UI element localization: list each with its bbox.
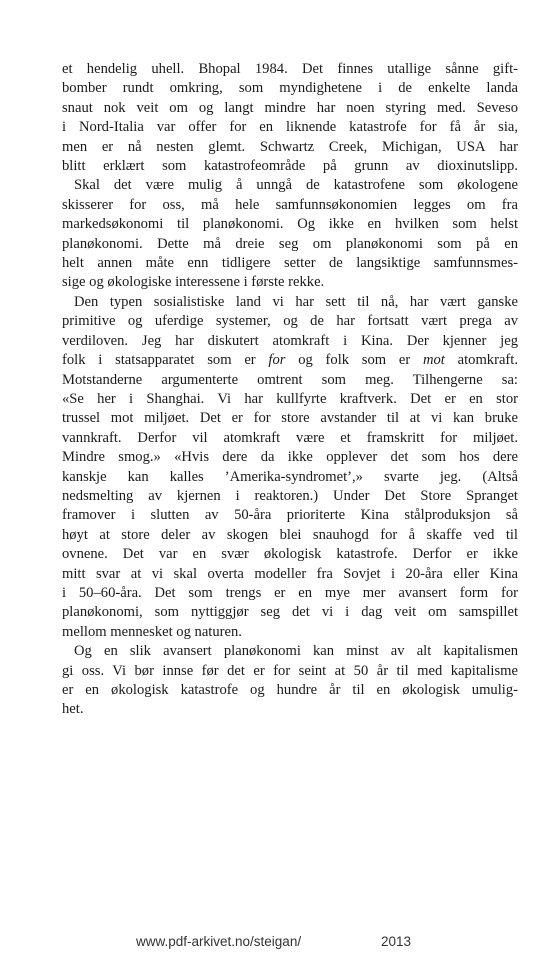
text-line: markedsøkonomi til planøkonomi. Og ikke en hvilken som helst [62,216,518,233]
text-line: planøkonomi, som nyttiggjør seg det vi i dag veit om samspillet [62,604,518,621]
text-line: kanskje kan kalles ’Amerika-syndromet’,» svarte jeg. (Altså [62,468,518,485]
footer-year: 2013 [381,934,412,949]
text-line: sige og økologiske interessene i første rekke. [62,274,325,291]
text-line: mellom mennesket og naturen. [62,623,242,640]
text-line: trussel mot miljøet. Det er for store avstander til at vi kan bruke [62,410,518,427]
text-line: mitt svar at vi skal overta modeller fra Sovjet i 20-åra eller Kina [62,565,518,582]
text-line: nedsmelting av kjernen i reaktoren.) Under Det Store Spranget [62,487,518,504]
text-line: i Nord-Italia var offer for en liknende katastrofe for få år sia, [62,119,518,136]
text-line: skisserer for oss, må hele samfunnsøkonomien legges om fra [62,196,518,213]
text-line: het. [62,701,84,718]
text-line: i 50–60-åra. Det som trengs er en mye mer avansert form for [62,584,518,601]
text-line: snaut nok veit om og langt mindre har noen styring med. Seveso [62,99,518,116]
paragraph-1 [62,60,518,176]
text-line: «Se her i Shanghai. Vi har kullfyrte kraftverk. Det er en stor [62,390,518,407]
text-line: Skal det være mulig å unngå de katastrofene som økologene [74,177,518,194]
text-line: et hendelig uhell. Bhopal 1984. Det finnes utallige sånne gift- [62,61,518,77]
paragraph-3 [62,293,518,642]
text-line: Mindre smog.» «Hvis dere da ikke opplever det som hos dere [62,449,518,466]
text-line: helt annen måte enn tidligere setter de langsiktige samfunnsmes- [62,255,518,272]
text-line: Og en slik avansert planøkonomi kan minst av alt kapitalismen [74,643,518,660]
text-line: verdiloven. Jeg har diskutert atomkraft i Kina. Der kjenner jeg [62,332,518,349]
text-line: framover i slutten av 50-åra prioriterte Kina stålproduksjon så [62,507,518,524]
emphasis-mot: mot [422,352,445,369]
text-line: Motstanderne argumenterte omtrent som meg. Tilhengerne sa: [62,371,518,388]
paragraph-2 [62,176,518,292]
page-body [62,60,518,720]
text-line: folk i statsapparatet som er for og folk som er mot atomkraft. [62,352,518,369]
text-line: vannkraft. Derfor vil atomkraft være et framskritt for miljøet. [62,429,518,446]
text-line: er en økologisk katastrofe og hundre år til en økologisk umulig- [62,682,518,698]
text-line: men er nå nesten glemt. Schwartz Creek, Michigan, USA har [62,138,518,155]
text-line: blitt erklært som katastrofeområde på grunn av dioxinutslipp. [62,158,518,175]
emphasis-for: for [268,352,286,369]
text-line: primitive og uferdige systemer, og de har fortsatt vært prega av [62,313,518,330]
text-line: bomber rundt omkring, som myndighetene i de enkelte landa [62,80,518,97]
text-line: Den typen sosialistiske land vi har sett til nå, har vært ganske [74,293,518,310]
text-line: planøkonomi. Dette må dreie seg om planøkonomi som på en [62,235,518,252]
paragraph-4 [62,642,518,720]
text-line: høyt at store deler av skogen blei snauhogd for å skaffe ved til [62,526,518,543]
text-line: ovnene. Det var en svær økologisk katastrofe. Derfor er ikke [62,546,518,563]
text-line: gi oss. Vi bør innse før det er for seint at 50 år til med kapitalisme [62,662,518,679]
footer-url: www.pdf-arkivet.no/steigan/ [136,934,302,949]
